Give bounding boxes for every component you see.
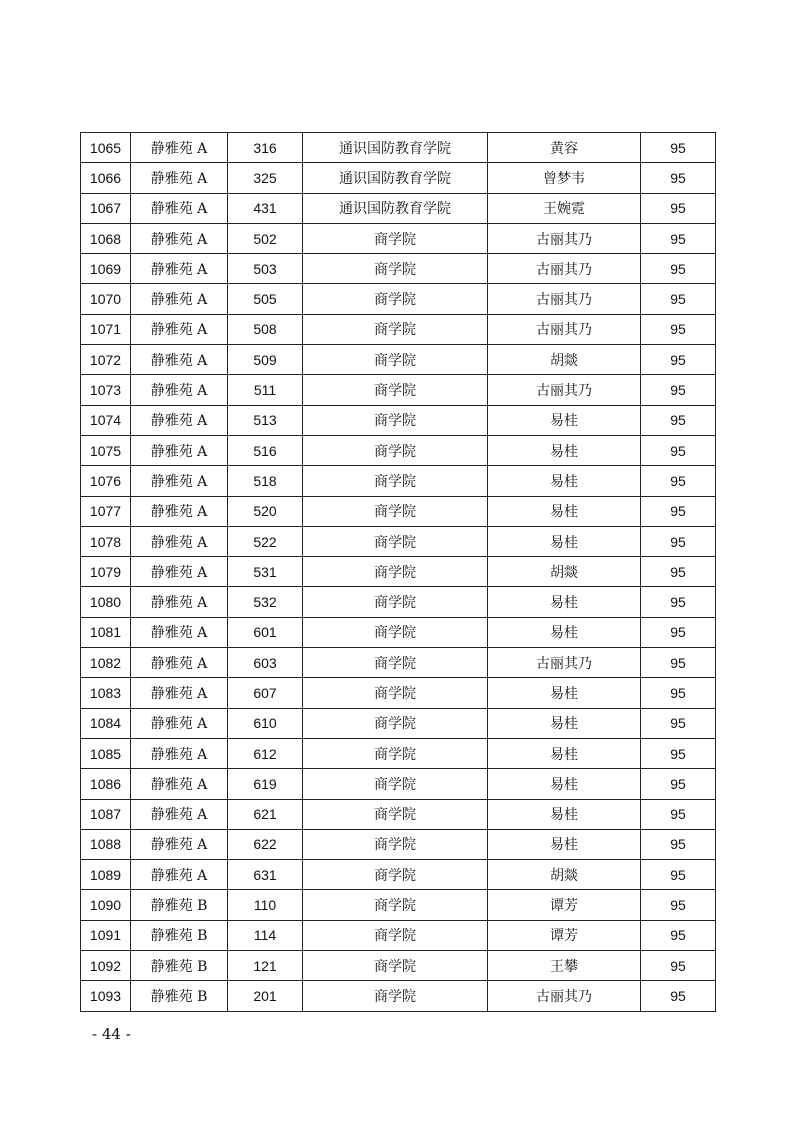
row-index-cell: 1072: [81, 345, 131, 375]
score-cell: 95: [641, 738, 716, 768]
score-cell: 95: [641, 890, 716, 920]
person-name-cell: 胡燚: [488, 860, 641, 890]
table-row: [81, 648, 716, 678]
college-cell: 商学院: [303, 284, 488, 314]
room-number-cell: 522: [228, 526, 303, 556]
college-cell: 商学院: [303, 708, 488, 738]
building-cell: 静雅苑 A: [131, 254, 228, 284]
score-cell: 95: [641, 981, 716, 1011]
college-cell: 商学院: [303, 981, 488, 1011]
college-cell: 通识国防教育学院: [303, 133, 488, 163]
score-cell: 95: [641, 617, 716, 647]
person-name-cell: 古丽其乃: [488, 284, 641, 314]
building-cell: 静雅苑 A: [131, 829, 228, 859]
score-cell: 95: [641, 526, 716, 556]
row-index-cell: 1082: [81, 648, 131, 678]
building-cell: 静雅苑 A: [131, 284, 228, 314]
table-row: [81, 738, 716, 768]
person-name-cell: 古丽其乃: [488, 648, 641, 678]
room-number-cell: 502: [228, 223, 303, 253]
score-cell: 95: [641, 254, 716, 284]
score-cell: 95: [641, 435, 716, 465]
score-cell: 95: [641, 951, 716, 981]
room-number-cell: 325: [228, 163, 303, 193]
college-cell: 商学院: [303, 648, 488, 678]
score-cell: 95: [641, 133, 716, 163]
person-name-cell: 易桂: [488, 496, 641, 526]
row-index-cell: 1083: [81, 678, 131, 708]
table-row: [81, 799, 716, 829]
score-cell: 95: [641, 375, 716, 405]
room-number-cell: 520: [228, 496, 303, 526]
score-cell: 95: [641, 678, 716, 708]
person-name-cell: 易桂: [488, 738, 641, 768]
person-name-cell: 易桂: [488, 769, 641, 799]
table-row: [81, 345, 716, 375]
building-cell: 静雅苑 B: [131, 890, 228, 920]
row-index-cell: 1073: [81, 375, 131, 405]
table-row: [81, 193, 716, 223]
building-cell: 静雅苑 A: [131, 648, 228, 678]
table-row: [81, 133, 716, 163]
person-name-cell: 易桂: [488, 617, 641, 647]
score-cell: 95: [641, 193, 716, 223]
college-cell: 商学院: [303, 920, 488, 950]
room-number-cell: 607: [228, 678, 303, 708]
score-cell: 95: [641, 829, 716, 859]
table-row: [81, 284, 716, 314]
row-index-cell: 1088: [81, 829, 131, 859]
person-name-cell: 古丽其乃: [488, 314, 641, 344]
college-cell: 商学院: [303, 951, 488, 981]
college-cell: 商学院: [303, 466, 488, 496]
building-cell: 静雅苑 A: [131, 405, 228, 435]
room-number-cell: 316: [228, 133, 303, 163]
person-name-cell: 胡燚: [488, 345, 641, 375]
row-index-cell: 1074: [81, 405, 131, 435]
building-cell: 静雅苑 A: [131, 133, 228, 163]
building-cell: 静雅苑 A: [131, 526, 228, 556]
table-row: [81, 617, 716, 647]
row-index-cell: 1089: [81, 860, 131, 890]
college-cell: 商学院: [303, 617, 488, 647]
college-cell: 商学院: [303, 405, 488, 435]
row-index-cell: 1077: [81, 496, 131, 526]
person-name-cell: 胡燚: [488, 557, 641, 587]
row-index-cell: 1086: [81, 769, 131, 799]
score-cell: 95: [641, 557, 716, 587]
building-cell: 静雅苑 A: [131, 708, 228, 738]
person-name-cell: 谭芳: [488, 920, 641, 950]
room-number-cell: 610: [228, 708, 303, 738]
person-name-cell: 王攀: [488, 951, 641, 981]
table-row: [81, 163, 716, 193]
table-row: [81, 557, 716, 587]
room-number-cell: 121: [228, 951, 303, 981]
person-name-cell: 古丽其乃: [488, 981, 641, 1011]
building-cell: 静雅苑 A: [131, 617, 228, 647]
college-cell: 商学院: [303, 829, 488, 859]
building-cell: 静雅苑 A: [131, 345, 228, 375]
building-cell: 静雅苑 A: [131, 314, 228, 344]
person-name-cell: 古丽其乃: [488, 223, 641, 253]
room-number-cell: 508: [228, 314, 303, 344]
college-cell: 商学院: [303, 526, 488, 556]
room-number-cell: 503: [228, 254, 303, 284]
score-cell: 95: [641, 769, 716, 799]
row-index-cell: 1067: [81, 193, 131, 223]
score-cell: 95: [641, 163, 716, 193]
table-row: [81, 860, 716, 890]
room-number-cell: 110: [228, 890, 303, 920]
room-number-cell: 531: [228, 557, 303, 587]
person-name-cell: 易桂: [488, 435, 641, 465]
person-name-cell: 易桂: [488, 708, 641, 738]
building-cell: 静雅苑 A: [131, 860, 228, 890]
building-cell: 静雅苑 A: [131, 678, 228, 708]
college-cell: 商学院: [303, 223, 488, 253]
room-number-cell: 511: [228, 375, 303, 405]
college-cell: 商学院: [303, 678, 488, 708]
table-row: [81, 920, 716, 950]
score-cell: 95: [641, 648, 716, 678]
college-cell: 商学院: [303, 345, 488, 375]
row-index-cell: 1068: [81, 223, 131, 253]
room-number-cell: 431: [228, 193, 303, 223]
table-row: [81, 951, 716, 981]
college-cell: 通识国防教育学院: [303, 193, 488, 223]
room-number-cell: 631: [228, 860, 303, 890]
building-cell: 静雅苑 B: [131, 951, 228, 981]
room-number-cell: 518: [228, 466, 303, 496]
dormitory-score-table: [80, 132, 716, 1012]
table-row: [81, 526, 716, 556]
table-row: [81, 466, 716, 496]
building-cell: 静雅苑 A: [131, 375, 228, 405]
row-index-cell: 1080: [81, 587, 131, 617]
college-cell: 商学院: [303, 860, 488, 890]
college-cell: 商学院: [303, 799, 488, 829]
score-cell: 95: [641, 920, 716, 950]
building-cell: 静雅苑 A: [131, 163, 228, 193]
table-row: [81, 981, 716, 1011]
person-name-cell: 易桂: [488, 405, 641, 435]
building-cell: 静雅苑 B: [131, 920, 228, 950]
room-number-cell: 114: [228, 920, 303, 950]
row-index-cell: 1085: [81, 738, 131, 768]
row-index-cell: 1084: [81, 708, 131, 738]
row-index-cell: 1079: [81, 557, 131, 587]
person-name-cell: 古丽其乃: [488, 254, 641, 284]
row-index-cell: 1071: [81, 314, 131, 344]
college-cell: 商学院: [303, 254, 488, 284]
room-number-cell: 601: [228, 617, 303, 647]
row-index-cell: 1078: [81, 526, 131, 556]
room-number-cell: 201: [228, 981, 303, 1011]
row-index-cell: 1065: [81, 133, 131, 163]
score-cell: 95: [641, 708, 716, 738]
score-cell: 95: [641, 799, 716, 829]
person-name-cell: 谭芳: [488, 890, 641, 920]
table-row: [81, 254, 716, 284]
row-index-cell: 1087: [81, 799, 131, 829]
building-cell: 静雅苑 A: [131, 769, 228, 799]
person-name-cell: 易桂: [488, 678, 641, 708]
building-cell: 静雅苑 A: [131, 466, 228, 496]
person-name-cell: 易桂: [488, 587, 641, 617]
table-row: [81, 587, 716, 617]
college-cell: 商学院: [303, 375, 488, 405]
score-cell: 95: [641, 405, 716, 435]
room-number-cell: 612: [228, 738, 303, 768]
building-cell: 静雅苑 A: [131, 223, 228, 253]
score-cell: 95: [641, 345, 716, 375]
table-row: [81, 314, 716, 344]
table-row: [81, 223, 716, 253]
building-cell: 静雅苑 A: [131, 193, 228, 223]
room-number-cell: 621: [228, 799, 303, 829]
row-index-cell: 1069: [81, 254, 131, 284]
score-cell: 95: [641, 466, 716, 496]
row-index-cell: 1090: [81, 890, 131, 920]
person-name-cell: 黄容: [488, 133, 641, 163]
room-number-cell: 603: [228, 648, 303, 678]
table-row: [81, 708, 716, 738]
score-cell: 95: [641, 223, 716, 253]
college-cell: 商学院: [303, 587, 488, 617]
row-index-cell: 1093: [81, 981, 131, 1011]
building-cell: 静雅苑 A: [131, 587, 228, 617]
room-number-cell: 513: [228, 405, 303, 435]
row-index-cell: 1081: [81, 617, 131, 647]
person-name-cell: 曾梦韦: [488, 163, 641, 193]
row-index-cell: 1091: [81, 920, 131, 950]
college-cell: 商学院: [303, 435, 488, 465]
person-name-cell: 王婉霓: [488, 193, 641, 223]
table-row: [81, 405, 716, 435]
score-cell: 95: [641, 496, 716, 526]
row-index-cell: 1070: [81, 284, 131, 314]
college-cell: 商学院: [303, 769, 488, 799]
table-row: [81, 375, 716, 405]
room-number-cell: 516: [228, 435, 303, 465]
table-row: [81, 435, 716, 465]
room-number-cell: 509: [228, 345, 303, 375]
building-cell: 静雅苑 A: [131, 496, 228, 526]
college-cell: 商学院: [303, 890, 488, 920]
table-row: [81, 829, 716, 859]
building-cell: 静雅苑 A: [131, 738, 228, 768]
building-cell: 静雅苑 A: [131, 435, 228, 465]
row-index-cell: 1092: [81, 951, 131, 981]
table-body: [81, 133, 716, 1012]
building-cell: 静雅苑 A: [131, 557, 228, 587]
score-cell: 95: [641, 587, 716, 617]
college-cell: 商学院: [303, 496, 488, 526]
table-row: [81, 890, 716, 920]
building-cell: 静雅苑 A: [131, 799, 228, 829]
page-number: - 44 -: [92, 1025, 131, 1043]
table-row: [81, 769, 716, 799]
table-row: [81, 496, 716, 526]
score-cell: 95: [641, 284, 716, 314]
row-index-cell: 1075: [81, 435, 131, 465]
row-index-cell: 1066: [81, 163, 131, 193]
person-name-cell: 易桂: [488, 526, 641, 556]
person-name-cell: 易桂: [488, 799, 641, 829]
building-cell: 静雅苑 B: [131, 981, 228, 1011]
room-number-cell: 532: [228, 587, 303, 617]
room-number-cell: 619: [228, 769, 303, 799]
score-cell: 95: [641, 314, 716, 344]
college-cell: 商学院: [303, 314, 488, 344]
room-number-cell: 622: [228, 829, 303, 859]
person-name-cell: 易桂: [488, 466, 641, 496]
person-name-cell: 易桂: [488, 829, 641, 859]
row-index-cell: 1076: [81, 466, 131, 496]
college-cell: 通识国防教育学院: [303, 163, 488, 193]
college-cell: 商学院: [303, 557, 488, 587]
table-row: [81, 678, 716, 708]
room-number-cell: 505: [228, 284, 303, 314]
college-cell: 商学院: [303, 738, 488, 768]
score-cell: 95: [641, 860, 716, 890]
person-name-cell: 古丽其乃: [488, 375, 641, 405]
